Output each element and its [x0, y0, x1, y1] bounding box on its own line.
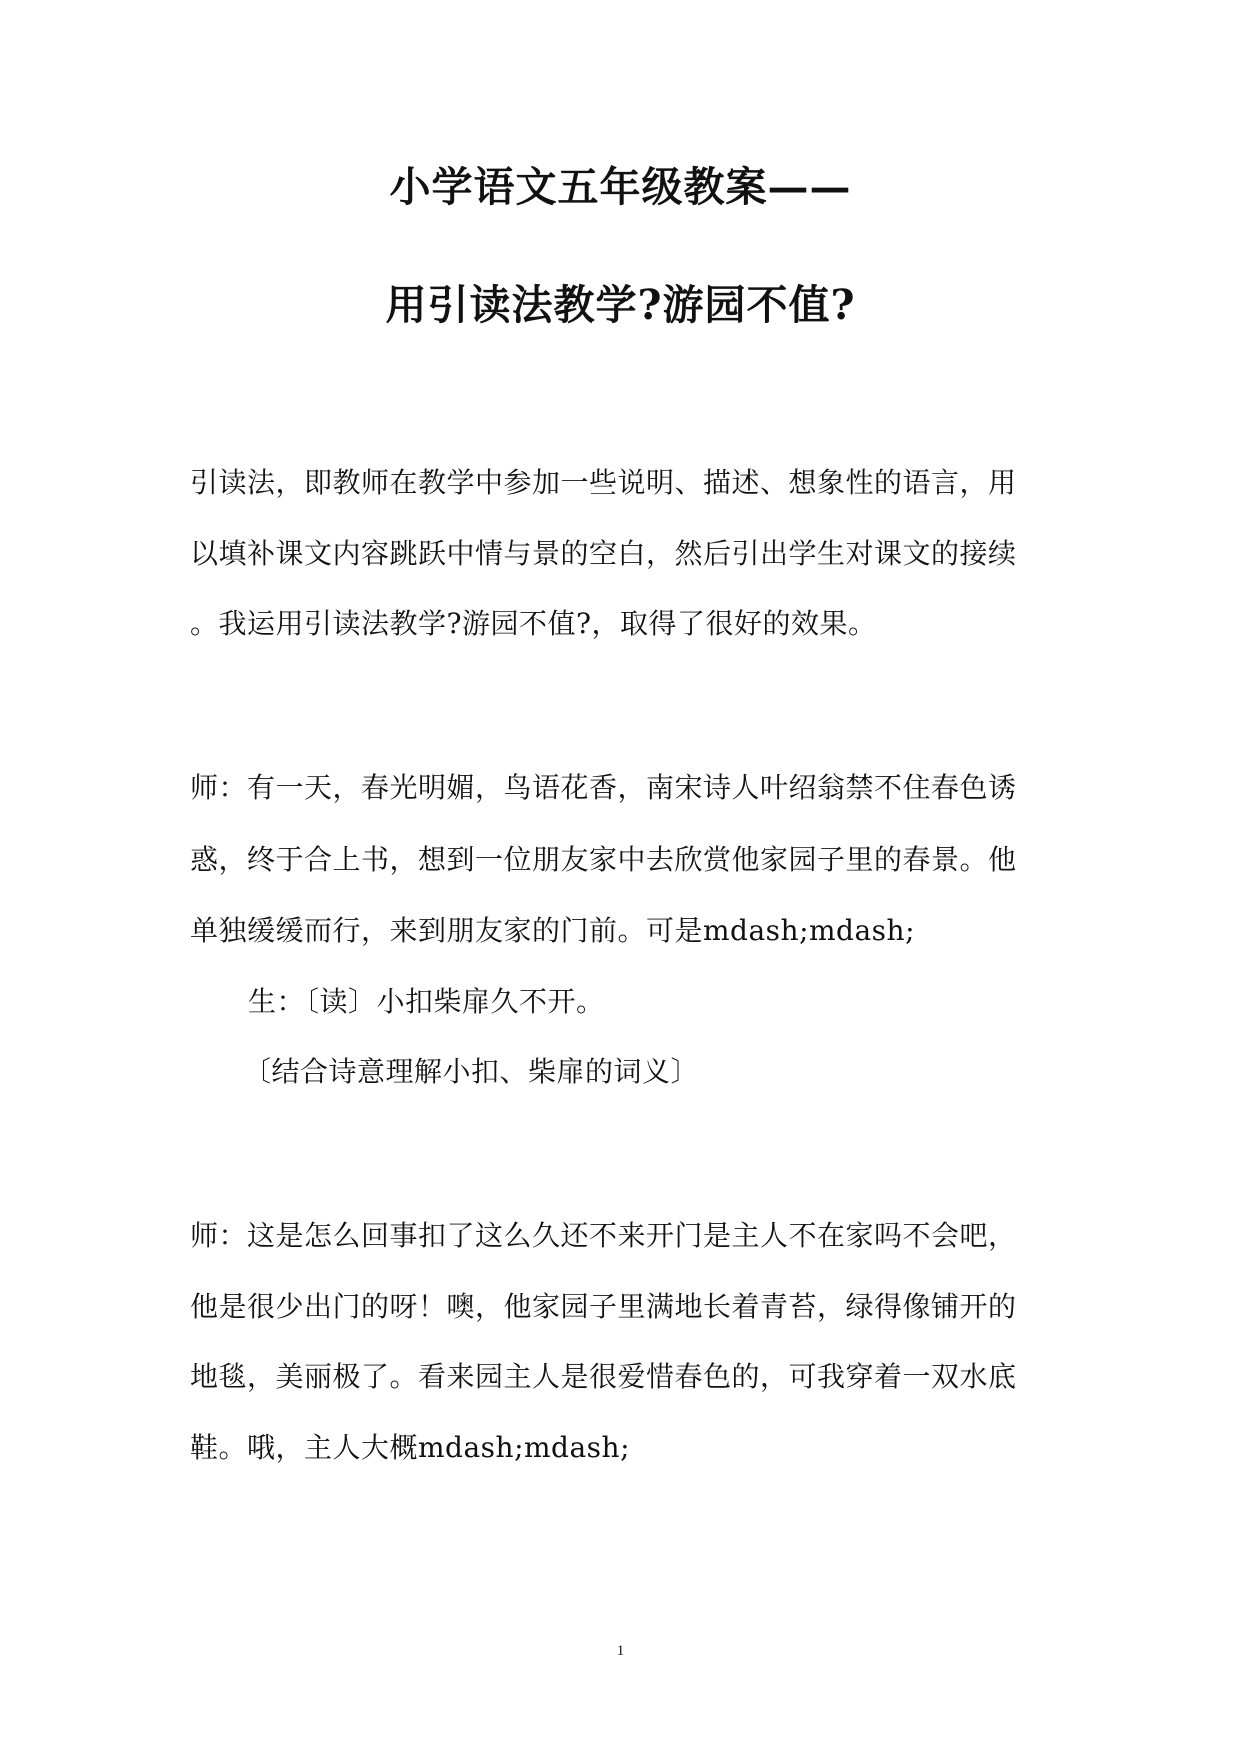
paragraph-1-line-3: 。我运用引读法教学?游园不值?，取得了很好的效果。 — [190, 607, 877, 640]
paragraph-1-line-1: 引读法，即教师在教学中参加一些说明、描述、想象性的语言，用 — [190, 466, 1017, 499]
document-title-line-1: 小学语文五年级教案—— — [389, 163, 852, 211]
paragraph-4-line-2: 他是很少出门的呀！噢，他家园子里满地长着青苔，绿得像铺开的 — [190, 1290, 1017, 1323]
annotation-line: 〔结合诗意理解小扣、柴扉的词义〕 — [243, 1055, 700, 1088]
paragraph-4-line-3: 地毯，美丽极了。看来园主人是很爱惜春色的，可我穿着一双水底 — [190, 1360, 1017, 1393]
paragraph-2-line-1: 师：有一天，春光明媚，鸟语花香，南宋诗人叶绍翁禁不住春色诱 — [190, 771, 1017, 804]
page-number: 1 — [616, 1643, 625, 1659]
paragraph-2-line-3: 单独缓缓而行，来到朋友家的门前。可是mdash;mdash; — [190, 914, 916, 947]
paragraph-1-line-2: 以填补课文内容跳跃中情与景的空白，然后引出学生对课文的接续 — [190, 537, 1017, 570]
document-title-line-2: 用引读法教学?游园不值? — [385, 281, 856, 329]
paragraph-4-line-1: 师：这是怎么回事扣了这么久还不来开门是主人不在家吗不会吧， — [190, 1219, 1017, 1252]
student-response-line: 生：〔读〕小扣柴扉久不开。 — [248, 985, 605, 1018]
paragraph-4-line-4: 鞋。哦，主人大概mdash;mdash; — [190, 1431, 631, 1464]
paragraph-2-line-2: 惑，终于合上书，想到一位朋友家中去欣赏他家园子里的春景。他 — [190, 843, 1017, 876]
